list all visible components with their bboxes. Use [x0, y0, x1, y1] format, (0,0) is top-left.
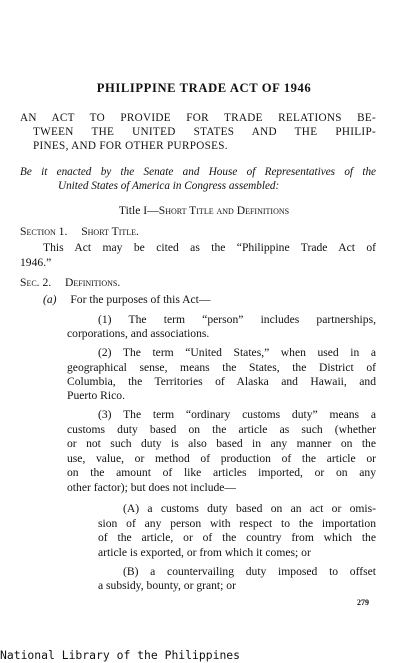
section-1-title: Short Title. — [81, 225, 139, 238]
subparagraph-a-line-4: article is exported, or from which it comes; or — [98, 546, 311, 559]
subparagraph-a-line-3: of the article, or of the country from which the — [98, 531, 376, 544]
enacting-clause-line-2: United States of America in Congress assembled: — [58, 180, 280, 192]
enacting-clause-line-1: Be it enacted by the Senate and House of Representatives of the — [20, 166, 376, 178]
section-1-heading — [20, 225, 139, 239]
paragraph-3-line-3: or not such duty is also based in any manner on the — [67, 437, 376, 450]
paragraph-1-line-2: corporations, and associations. — [67, 327, 210, 340]
title-heading-text: Short Title and Definitions — [158, 204, 290, 217]
document-title: PHILIPPINE TRADE ACT OF 1946 — [96, 81, 312, 95]
section-1-body-line-1: This Act may be cited as the “Philippine Trade Act of — [43, 241, 376, 254]
paragraph-3-line-2: customs duty based on the article as such (whether — [67, 423, 376, 436]
paragraph-2-line-2: geographical sense, means the States, the District of — [67, 361, 376, 374]
paragraph-2-line-3: Columbia, the Territories of Alaska and Hawaii, and — [67, 375, 376, 388]
subsection-a-label: (a) — [43, 293, 57, 306]
subsection-a — [43, 293, 210, 307]
paragraph-3-line-6: other factor); but does not include— — [67, 481, 237, 494]
section-2-label: Sec. 2. — [20, 276, 52, 289]
subparagraph-b-line-2: a subsidy, bounty, or grant; or — [98, 579, 236, 592]
act-title-line-2: TWEEN THE UNITED STATES AND THE PHILIP- — [33, 126, 376, 138]
act-title-line-3: PINES, AND FOR OTHER PURPOSES. — [33, 140, 228, 152]
subparagraph-a-line-1: (A) a customs duty based on an act or omis- — [123, 502, 376, 515]
page-number: 279 — [357, 598, 369, 607]
title-heading-prefix: Title I— — [118, 204, 159, 217]
footer-credit: National Library of the Philippines — [0, 648, 241, 662]
paragraph-3-line-5: on the amount of like articles imported, or on any — [67, 466, 376, 479]
subparagraph-b-line-1: (B) a countervailing duty imposed to offset — [123, 565, 376, 578]
act-title-line-1: AN ACT TO PROVIDE FOR TRADE RELATIONS BE- — [20, 112, 376, 124]
section-2-title: Definitions. — [64, 276, 121, 289]
paragraph-3-line-4: use, value, or method of production of the article or — [67, 452, 376, 465]
paragraph-3-line-1: (3) The term “ordinary customs duty” means a — [98, 408, 376, 421]
paragraph-2-line-4: Puerto Rico. — [67, 389, 125, 402]
section-1-label: Section 1. — [20, 225, 68, 238]
subparagraph-a-line-2: sion of any person with respect to the importation — [98, 517, 376, 530]
title-heading — [0, 204, 408, 218]
paragraph-1-line-1: (1) The term “person” includes partnerships, — [98, 313, 376, 326]
section-1-body-line-2: 1946.” — [20, 256, 52, 269]
subsection-a-text: For the purposes of this Act— — [70, 293, 211, 306]
paragraph-2-line-1: (2) The term “United States,” when used in a — [98, 346, 376, 359]
section-2-heading — [20, 276, 120, 290]
